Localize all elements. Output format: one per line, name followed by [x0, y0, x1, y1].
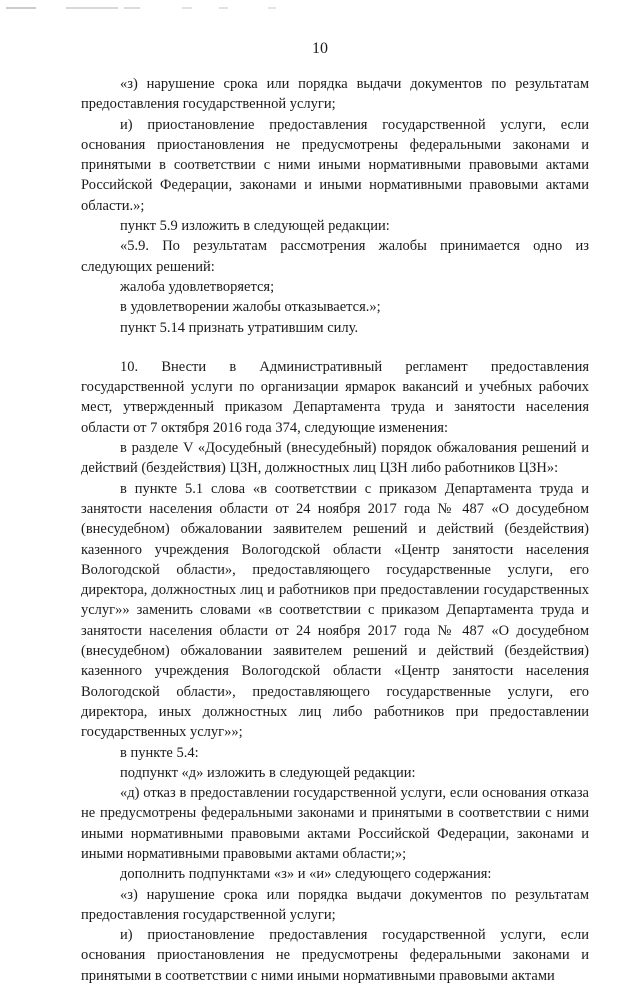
paragraph: пункт 5.9 изложить в следующей редакции: — [120, 218, 390, 235]
page-number: 10 — [312, 40, 328, 57]
paragraph: дополнить подпунктами «з» и «и» следующего содержания: — [120, 866, 492, 883]
paragraph: 10. Внести в Административный регламент предоставления государственной услуги по организации ярмарок вакансий и учебных рабочих мест, утвержденный приказом Департамента труда и занятости населения области от 7 октября 2016 года 374, следующие изменения: — [81, 358, 589, 436]
paragraph: «з) нарушение срока или порядка выдачи документов по результатам предоставления государственной услуги; — [81, 886, 589, 923]
paragraph: подпункт «д» изложить в следующей редакции: — [120, 764, 416, 781]
paragraph: в пункте 5.4: — [120, 744, 199, 761]
paragraph: «з) нарушение срока или порядка выдачи документов по результатам предоставления государственной услуги; — [81, 76, 589, 113]
paragraph: «д) отказ в предоставлении государственной услуги, если основания отказа не предусмотрены федеральными законами и принятыми в соответствии с ними иными нормативными правовыми актами Российской Федерации, законами и иными нормативными правовыми актами области;»; — [81, 785, 589, 862]
paragraph: в разделе V «Досудебный (внесудебный) порядок обжалования решений и действий (бездействия) ЦЗН, должностных лиц ЦЗН либо работников ЦЗН»: — [81, 440, 589, 477]
paragraph: и) приостановление предоставления государственной услуги, если основания приостановления не предусмотрены федеральными законами и принятыми в соответствии с ними иными нормативными правовыми актами Российской Федерации, законами и иными нормативными правовыми актами области.»; — [81, 116, 589, 214]
paragraph: «5.9. По результатам рассмотрения жалобы принимается одно из следующих решений: — [81, 238, 589, 275]
paragraph: и) приостановление предоставления государственной услуги, если основания приостановления не предусмотрены федеральными законами и принятыми в соответствии с ними иными нормативными правовыми актами — [81, 927, 589, 984]
paragraph: в пункте 5.1 слова «в соответствии с приказом Департамента труда и занятости населения области от 24 ноября 2017 года № 487 «О досудебном (внесудебном) обжаловании заявителем решений и действий (бездействия) казенного учреждения Вологодской области «Центр занятости населения Вологодской области», предоставляющего государственные услуги, его директора, должностных лиц и работников при предоставлении государственных услуг»» заменить словами «в соответствии с приказом Департамента труда и занятости населения области от 24 ноября 2017 года № 487 «О досудебном (внесудебном) обжаловании заявителем решений и действий (бездействия) казенного учреждения Вологодской области «Центр занятости населения Вологодской области», предоставляющего государственные услуги, его директора, иных должностных лиц либо работников при предоставлении государственных услуг»»; — [81, 480, 589, 741]
scan-artifact-marks — [6, 6, 306, 12]
paragraph: пункт 5.14 признать утратившим силу. — [120, 319, 359, 336]
document-body — [81, 74, 589, 986]
paragraph: жалоба удовлетворяется; — [120, 278, 275, 295]
paragraph: в удовлетворении жалобы отказывается.»; — [120, 299, 381, 316]
